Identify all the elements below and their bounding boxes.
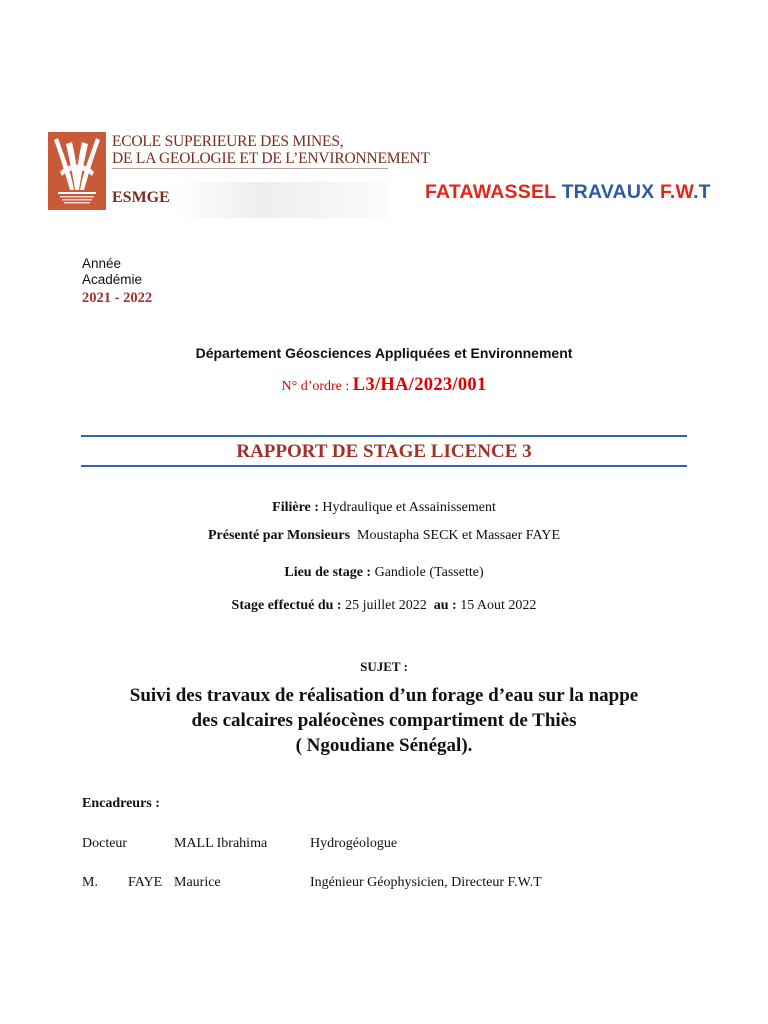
presented-label: Présenté par Monsieurs	[207, 528, 354, 543]
lieu-label: Lieu de stage :	[284, 565, 375, 580]
year-label-line2: Académie	[82, 272, 143, 287]
period-label-start: Stage effectué du :	[231, 598, 346, 613]
company-name-part2: TRAVAUX	[561, 181, 655, 203]
company-name-part4: .T	[693, 181, 711, 203]
filiere-value: Hydraulique et Assainissement	[322, 500, 496, 515]
presented-line	[0, 528, 768, 544]
subject-title	[0, 683, 768, 758]
period-label-end: au :	[433, 598, 461, 613]
supervisor-2-title: M.	[82, 875, 98, 890]
title-rule-top	[81, 435, 687, 437]
filiere-line	[0, 500, 768, 516]
order-number-value: L3/HA/2023/001	[352, 375, 487, 395]
period-start: 25 juillet 2022	[345, 598, 427, 613]
logo-fade-band	[175, 182, 390, 218]
school-name-line1: ECOLE SUPERIEURE DES MINES,	[112, 133, 344, 150]
year-label-line1: Année	[82, 256, 122, 271]
supervisor-1-name: MALL Ibrahima	[174, 836, 268, 851]
filiere-label: Filière :	[272, 500, 323, 515]
supervisor-1-role: Hydrogéologue	[310, 836, 398, 851]
title-rule-bottom	[81, 465, 687, 467]
report-title: RAPPORT DE STAGE LICENCE 3	[236, 441, 532, 462]
lieu-line	[0, 565, 768, 581]
school-logo	[48, 132, 106, 210]
period-line	[0, 598, 768, 614]
company-name-part3: F.W	[659, 181, 694, 203]
subject-line3: ( Ngoudiane Sénégal).	[295, 735, 473, 756]
company-logo	[425, 181, 711, 204]
subject-label: SUJET :	[360, 659, 408, 674]
period-end: 15 Aout 2022	[460, 598, 537, 613]
school-name-divider	[112, 168, 388, 169]
supervisor-2-surname: FAYE	[128, 875, 163, 890]
department-name: Département Géosciences Appliquées et Environnement	[195, 345, 573, 361]
order-number-label: N° d’ordre :	[281, 379, 353, 394]
company-name-part1: FATAWASSEL	[425, 181, 556, 203]
supervisor-1-title: Docteur	[82, 836, 128, 851]
academic-year: 2021 - 2022	[82, 290, 153, 306]
school-name-line2: DE LA GEOLOGIE ET DE L’ENVIRONNEMENT	[112, 150, 430, 167]
school-abbreviation: ESMGE	[112, 189, 170, 206]
presented-value: Moustapha SECK et Massaer FAYE	[357, 528, 561, 543]
supervisor-2-firstname: Maurice	[174, 875, 221, 890]
supervisors-label: Encadreurs :	[82, 796, 160, 811]
subject-line2: des calcaires paléocènes compartiment de Thiès	[191, 710, 577, 731]
school-logo-emblem	[48, 132, 106, 210]
school-name	[112, 133, 430, 167]
order-number	[0, 375, 768, 396]
supervisor-2-role: Ingénieur Géophysicien, Directeur F.W.T	[310, 875, 542, 890]
lieu-value: Gandiole (Tassette)	[374, 565, 484, 580]
subject-line1: Suivi des travaux de réalisation d’un forage d’eau sur la nappe	[129, 685, 639, 706]
